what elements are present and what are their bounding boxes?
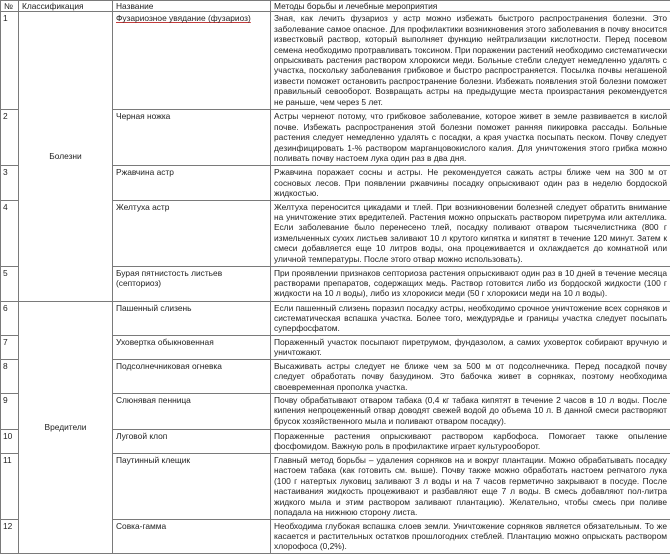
table-row (1, 12, 670, 110)
row-number: 12 (1, 519, 19, 553)
row-description: Ржавчина поражает сосны и астры. Не рекомендуется сажать астры ближе чем на 300 м от сосновых лесов. При появлении ржавчины посадку опрыскивают один раз в неделю бордоской жидкостью. (271, 166, 670, 200)
row-number: 3 (1, 166, 19, 200)
header-classification: Классификация (19, 1, 113, 12)
table-row (1, 301, 670, 335)
row-number: 4 (1, 200, 19, 266)
row-description: При проявлении признаков септориоза растения опрыскивают один раз в 10 дней в течение месяца растворами препаратов, содержащих медь. Раствор готовится либо из бордоской жидкости (100 г жидкости на 10 л воды), либо из хлорокиси меди (50 г хлорокиси меди на 10 л воды). (271, 266, 670, 301)
row-name: Слюнявая пенница (113, 394, 271, 430)
row-number: 6 (1, 301, 19, 335)
row-name: Желтуха астр (113, 200, 271, 266)
row-number: 10 (1, 430, 19, 454)
row-description: Главный метод борьбы – удаления сорняков на и вокруг плантации. Можно обрабатывать посадку настоем табака (как готовить см. выше). Почву также можно обработать настоем репчатого лука (100 г натертых луковиц заливают 3 л воды и на 7 часов герметично закрывают в посуде. После настаивания жидкость процеживают и разбавляют еще 7 л воды. В смесь добавляют пол-литра жидкого мыла и этим раствором заливают плантацию). Желательно, чтобы смесь при поливе попадала на нижнюю сторону листа. (271, 454, 670, 519)
row-name: Пашенный слизень (113, 301, 271, 335)
group-diseases: Болезни (19, 12, 113, 301)
row-description: Необходима глубокая вспашка слоев земли. Уничтожение сорняков является обязательным. То же касается и растительных остатков прошлогодних стеблей. Плантацию можно опрыскать раствором хлорофоса (0,2%). (271, 519, 670, 553)
row-name: Луговой клоп (113, 430, 271, 454)
header-num: № (1, 1, 19, 12)
row-number: 8 (1, 359, 19, 393)
row-number: 1 (1, 12, 19, 110)
table-header-row (1, 1, 670, 12)
row-description: Зная, как лечить фузариоз у астр можно избежать быстрого распространения болезни. Это заболевание самое опасное. Для профилактики возникновения этого заболевания в почву вносится известковый раствор, который выполняет функцию нейтрализации кислотности. Перед посевом семена необходимо протравливать токсином. При поражении растений необходимо систематически опрыскивать растения раствором хлорокиси меди. Больные стебли следует немедленно удалять с участка, поскольку заболевания грибковое и быстро распространяется. Посылка почвы негашеной извести поможет остановить распространение болезни. Избежать появления этой болезни поможет правильный севооборот. Возвращать астры на предыдущие места произрастания рекомендуется не раньше, чем через 5 лет. (271, 12, 670, 110)
row-number: 11 (1, 454, 19, 519)
row-number: 2 (1, 110, 19, 166)
row-description: Если пашенный слизень поразил посадку астры, необходимо срочное уничтожение всех сорняков и систематическая вспашка участка. Более того, междурядье и границы участка следует посыпать суперфосфатом. (271, 301, 670, 335)
row-description: Пораженные растения опрыскивают раствором карбофоса. Помогает также опыление фосфомидом. Важную роль в профилактике играет культурооборот. (271, 430, 670, 454)
row-name: Бурая пятнистость листьев (септориоз) (113, 266, 271, 301)
row-description: Желтуха переносится цикадами и тлей. При возникновении болезней следует обратить внимание на уничтожение этих вредителей. Растения можно опрыскать раствором пиретрума или актеллика. Если заболевание было перенесено тлей, посадку поливают отваром тысячелистника (800 г измельченных сухих листьев заливают 10 л крутого кипятка и кипятят в течение 120 минут. Затем к смеси добавляется еще 10 литров воды, она процеживается и охлаждается до комнатной или уличной температуры. После этого отвар можно использовать). (271, 200, 670, 266)
row-number: 7 (1, 335, 19, 359)
row-description: Астры чернеют потому, что грибковое заболевание, которое живет в земле развивается в кислой почве. Избежать распространения этой болезни поможет ранняя пикировка рассады. Больные растения следует немедленно удалять с посадки, а края участка посыпать песком. Почву следует дезинфицировать 1-% раствором марганцовокислого калия. Для уничтожения этого грибка можно поливать почву настоем лука один раз в два дня. (271, 110, 670, 166)
row-name: Фузариозное увядание (фузариоз) (113, 12, 271, 110)
row-name: Уховертка обыкновенная (113, 335, 271, 359)
row-name: Паутинный клещик (113, 454, 271, 519)
row-name: Подсолнечниковая огневка (113, 359, 271, 393)
row-number: 5 (1, 266, 19, 301)
group-pests: Вредители (19, 301, 113, 553)
row-number: 9 (1, 394, 19, 430)
header-name: Название (113, 1, 271, 12)
header-methods: Методы борьбы и лечебные мероприятия (271, 1, 670, 12)
row-description: Пораженный участок посыпают пиретрумом, фундазолом, а самих уховерток собирают вручную и уничтожают. (271, 335, 670, 359)
row-name: Ржавчина астр (113, 166, 271, 200)
row-name: Черная ножка (113, 110, 271, 166)
row-name: Совка-гамма (113, 519, 271, 553)
row-description: Почву обрабатывают отваром табака (0,4 кг табака кипятят в течение 2 часов в 10 л воды. После кипения непроцеженный отвар доводят свежей водой до объема 10 л. В данной смеси растворяют брусок хозяйственного мыла и поливают отваром посадку). (271, 394, 670, 430)
row-description: Высаживать астры следует не ближе чем за 500 м от подсолнечника. Перед посадкой почву следует обработать почву базудином. Это бабочка живет в сорняках, поэтому необходима своевременная прополка участка. (271, 359, 670, 393)
